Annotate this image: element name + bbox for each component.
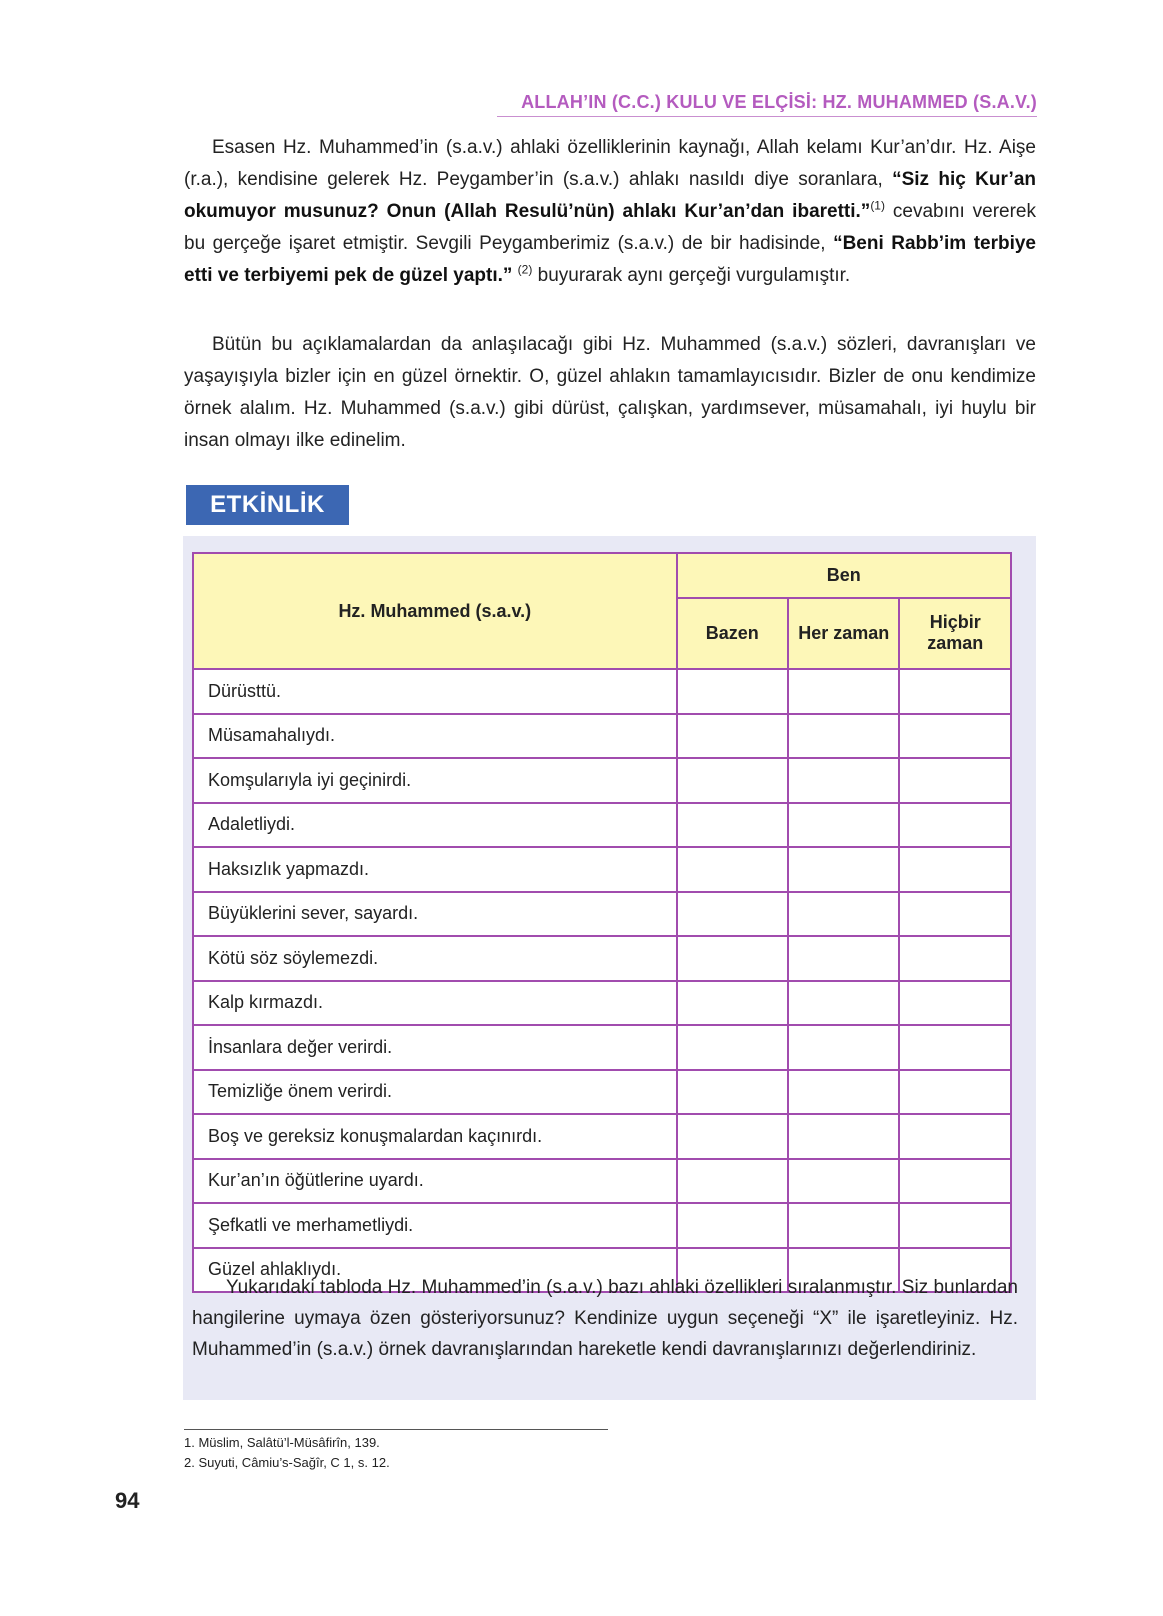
table-row [193,847,1011,892]
footnote-divider [184,1429,608,1430]
trait-cell: Güzel ahlaklıydı. [193,1248,677,1293]
trait-cell: Boş ve gereksiz konuşmalardan kaçınırdı. [193,1114,677,1159]
checkbox-cell-her-zaman[interactable] [788,803,899,848]
trait-cell: Kötü söz söylemezdi. [193,936,677,981]
table-row [193,892,1011,937]
table-row [193,714,1011,759]
checkbox-cell-bazen[interactable] [677,758,788,803]
checkbox-cell-her-zaman[interactable] [788,892,899,937]
trait-cell: Büyüklerini sever, sayardı. [193,892,677,937]
checkbox-cell-hicbir-zaman[interactable] [899,803,1011,848]
trait-cell: Şefkatli ve merhametliydi. [193,1203,677,1248]
checkbox-cell-bazen[interactable] [677,1114,788,1159]
checkbox-cell-bazen[interactable] [677,714,788,759]
column-header-hicbir-zaman: Hiçbir zaman [899,598,1011,669]
checkbox-cell-her-zaman[interactable] [788,1070,899,1115]
trait-cell: Kur’an’ın öğütlerine uyardı. [193,1159,677,1204]
chapter-header: ALLAH’IN (C.C.) KULU VE ELÇİSİ: HZ. MUHAMMED (S.A.V.) [497,92,1037,117]
para1-text-3: buyurarak aynı gerçeği vurgulamıştır. [537,265,851,286]
trait-cell: Dürüsttü. [193,669,677,714]
checkbox-cell-her-zaman[interactable] [788,847,899,892]
footnote-1: 1. Müslim, Salâtü’l-Müsâfirîn, 139. [184,1435,380,1450]
checkbox-cell-her-zaman[interactable] [788,758,899,803]
checkbox-cell-hicbir-zaman[interactable] [899,1025,1011,1070]
checkbox-cell-bazen[interactable] [677,892,788,937]
instruction-text: Yukarıdaki tabloda Hz. Muhammed’in (s.a.v.) bazı ahlaki özellikleri sıralanmıştır. Siz bunlardan hangilerine uymaya özen gösteriyorsunuz? Kendinize uygun seçeneği “X” ile işaretleyiniz. Hz. Muhammed’in (s.a.v.) örnek davranışlarından hareketle kendi davranışlarınızı değerlendiriniz. [192,1277,1018,1360]
checkbox-cell-her-zaman[interactable] [788,714,899,759]
column-header-ben: Ben [677,553,1011,598]
checkbox-cell-bazen[interactable] [677,1203,788,1248]
checkbox-cell-her-zaman[interactable] [788,936,899,981]
checkbox-cell-hicbir-zaman[interactable] [899,669,1011,714]
trait-cell: İnsanlara değer verirdi. [193,1025,677,1070]
footnote-ref-1: (1) [870,198,885,213]
checkbox-cell-bazen[interactable] [677,1159,788,1204]
checkbox-cell-her-zaman[interactable] [788,1203,899,1248]
summary-text: Bütün bu açıklamalardan da anlaşılacağı gibi Hz. Muhammed (s.a.v.) sözleri, davranışları ve yaşayışıyla bizler için en güzel örnektir. O, güzel ahlakın tamamlayıcısıdır. Bizler de onu kendimize örnek alalım. Hz. Muhammed (s.a.v.) gibi dürüst, çalışkan, yardımsever, müsamahalı, iyi huylu bir insan olmayı ilke edinelim. [184,334,1036,451]
table-row [193,803,1011,848]
checkbox-cell-hicbir-zaman[interactable] [899,847,1011,892]
quote-aisha: “Siz hiç Kur’an okumuyor musunuz? Onun (Allah Resulü’nün) ahlakı Kur’an’dan ibaretti.” [184,169,1036,222]
checkbox-cell-bazen[interactable] [677,1025,788,1070]
table-row [193,1070,1011,1115]
checkbox-cell-her-zaman[interactable] [788,1025,899,1070]
intro-paragraph [184,132,1036,292]
checkbox-cell-hicbir-zaman[interactable] [899,1070,1011,1115]
checkbox-cell-her-zaman[interactable] [788,669,899,714]
checkbox-cell-bazen[interactable] [677,803,788,848]
checkbox-cell-hicbir-zaman[interactable] [899,981,1011,1026]
table-row [193,1025,1011,1070]
activity-table [192,552,1012,1293]
page-number: 94 [115,1488,140,1513]
activity-instruction [192,1272,1018,1365]
checkbox-cell-hicbir-zaman[interactable] [899,892,1011,937]
footnote-ref-2: (2) [517,262,533,277]
activity-badge: ETKİNLİK [186,485,349,525]
table-row [193,981,1011,1026]
para1-text-1: Esasen Hz. Muhammed’in (s.a.v.) ahlaki özelliklerinin kaynağı, Allah kelamı Kur’an’dır. Hz. Aişe (r.a.), kendisine gelerek Hz. Peygamber’in (s.a.v.) ahlakı nasıldı diye soranlara, [184,137,1036,190]
table-row [193,1114,1011,1159]
checkbox-cell-hicbir-zaman[interactable] [899,1114,1011,1159]
table-row [193,936,1011,981]
table-row [193,758,1011,803]
trait-cell: Haksızlık yapmazdı. [193,847,677,892]
footnote-2: 2. Suyuti, Câmiu’s-Sağîr, C 1, s. 12. [184,1455,390,1470]
column-header-prophet: Hz. Muhammed (s.a.v.) [193,553,677,669]
checkbox-cell-hicbir-zaman[interactable] [899,936,1011,981]
checkbox-cell-her-zaman[interactable] [788,1114,899,1159]
trait-cell: Temizliğe önem verirdi. [193,1070,677,1115]
checkbox-cell-her-zaman[interactable] [788,981,899,1026]
table-row [193,1159,1011,1204]
checkbox-cell-bazen[interactable] [677,847,788,892]
column-header-bazen: Bazen [677,598,788,669]
checkbox-cell-bazen[interactable] [677,669,788,714]
checkbox-cell-her-zaman[interactable] [788,1159,899,1204]
trait-cell: Müsamahalıydı. [193,714,677,759]
checkbox-cell-bazen[interactable] [677,936,788,981]
para1-text-2: cevabını vererek bu gerçeğe işaret etmiştir. Sevgili Peygamberimiz (s.a.v.) de bir hadisinde, [184,201,1037,254]
quote-hadith: “Beni Rabb’im terbiye etti ve terbiyemi pek de güzel yaptı.” [184,233,1036,286]
summary-paragraph [184,329,1036,457]
trait-cell: Komşularıyla iyi geçinirdi. [193,758,677,803]
checkbox-cell-hicbir-zaman[interactable] [899,714,1011,759]
checkbox-cell-hicbir-zaman[interactable] [899,1159,1011,1204]
checkbox-cell-hicbir-zaman[interactable] [899,758,1011,803]
checkbox-cell-bazen[interactable] [677,981,788,1026]
table-row [193,1203,1011,1248]
checkbox-cell-hicbir-zaman[interactable] [899,1203,1011,1248]
trait-cell: Kalp kırmazdı. [193,981,677,1026]
table-row [193,669,1011,714]
trait-cell: Adaletliydi. [193,803,677,848]
checkbox-cell-bazen[interactable] [677,1070,788,1115]
column-header-her-zaman: Her zaman [788,598,899,669]
